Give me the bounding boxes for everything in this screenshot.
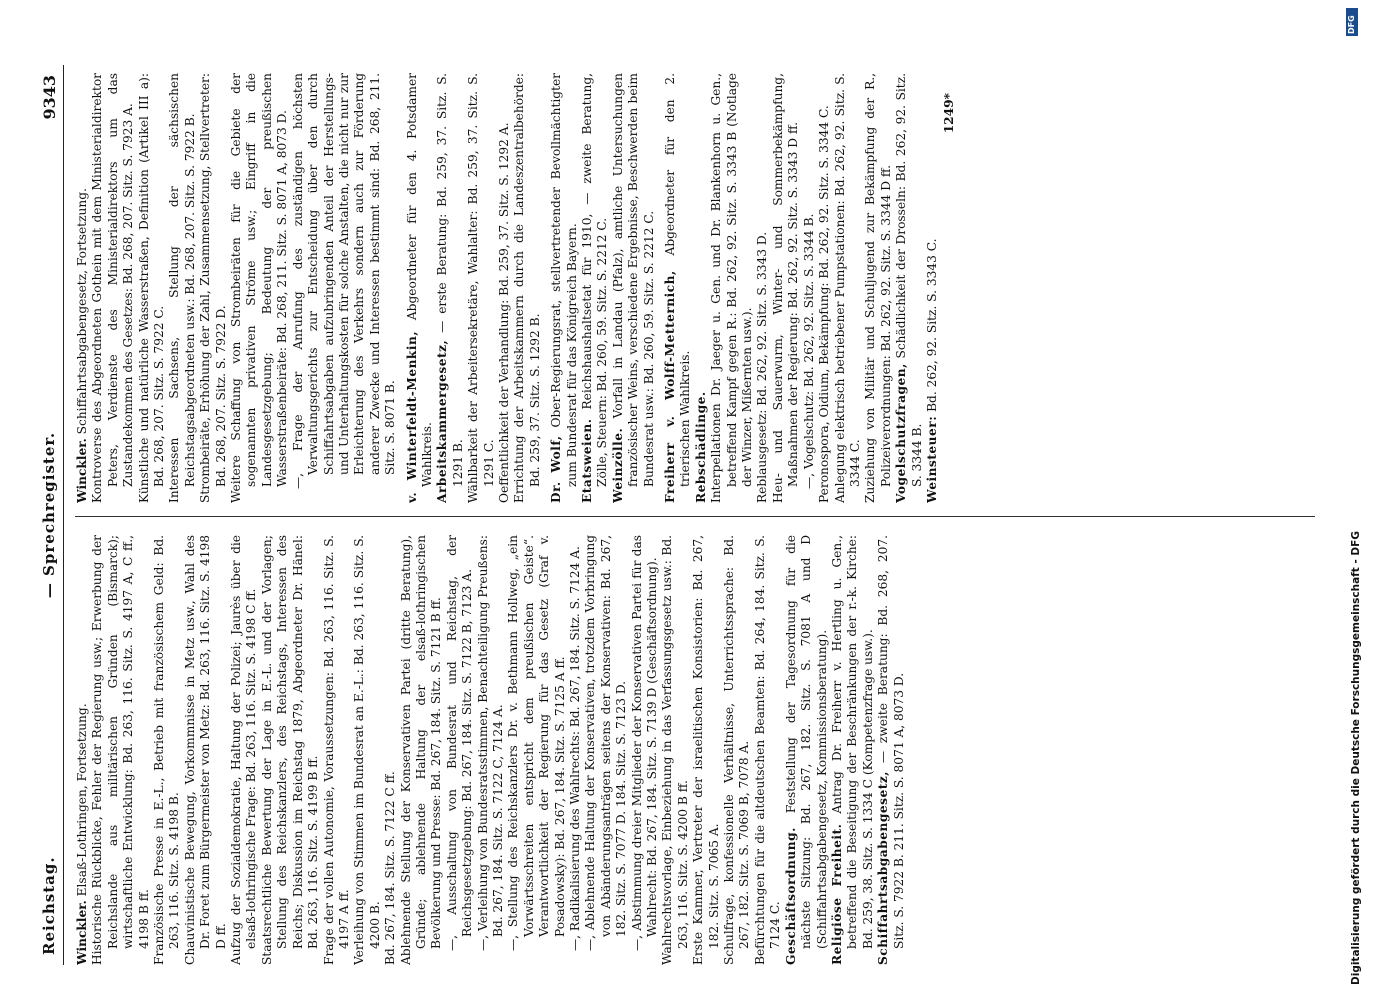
entry-text: Französische Presse in E.-L., Betrieb mit französischem Geld: Bd. 263, 116. Sitz. S. 4198 B. xyxy=(152,535,182,965)
entry-text: —, Vogelschutz: Bd. 262, 92. Sitz. S. 3344 B. xyxy=(801,213,816,489)
entry-text: Strombeiräte, Erhöhung der Zahl, Zusammensetzung, Stellvertreter: Bd. 268, 207. Sitz. S. 7922 D. xyxy=(198,73,228,503)
entry-text: Schiffahrtsabgabengesetz, Fortsetzung. xyxy=(75,188,89,435)
column-divider xyxy=(75,516,1315,517)
right-column xyxy=(75,73,1315,503)
register-entry xyxy=(832,73,864,503)
entry-text: Errichtung der Arbeitskammern durch die Landeszentralbehörde: Bd. 259, 37. Sitz. S. 1292 B. xyxy=(512,73,542,503)
register-entry xyxy=(755,73,770,503)
register-entry xyxy=(75,535,90,965)
entry-text: Frage der vollen Autonomie, Voraussetzungen: Bd. 263, 116. Sitz. S. 4197 A ff. xyxy=(321,535,351,965)
register-entry xyxy=(321,535,353,965)
entry-text: Vorfall in Landau (Pfalz), amtliche Untersuchungen französischer Weins, verschiedene Ergebnisse, Beschwerden beim Bundesrat usw.: Bd. 260, 59. Sitz. S. 2212 C. xyxy=(610,73,656,487)
register-entry xyxy=(167,73,198,503)
page-header xyxy=(35,65,64,965)
entry-keyword: Weinzölle. xyxy=(610,427,625,503)
entry-text: —, Ausschaltung von Bundesrat und Reichstag, der Reichsgesetzgebung: Bd. 267, 184. Sitz. S. 7122 B, 7123 A. xyxy=(444,535,475,951)
entry-text: Interpellationen Dr. Jaeger u. Gen. und Dr. Blankenhorn u. Gen., betreffend Kampf gegen R.: Bd. 262, 92. Sitz. S. 3343 B (Notlage der Winzer, Mißernten usw.). xyxy=(709,73,755,503)
entry-keyword: Etatsweien. xyxy=(580,418,594,503)
speaker-name: Winckler. xyxy=(75,900,89,965)
page-number: 9343 xyxy=(39,75,59,120)
dfg-logo-text: DFG xyxy=(1347,15,1356,34)
register-entry xyxy=(466,73,497,503)
register-entry xyxy=(182,535,229,965)
entry-keyword: Religiöse Freiheit. xyxy=(829,823,844,965)
register-entry xyxy=(691,535,722,965)
entry-text: Feststellung der Tagesordnung für die nächste Sitzung: Bd. 267, 182. Sitz. S. 7081 A und D (Schiffahrtsabgabengesetz, Kommissionsberatung). xyxy=(783,535,829,949)
entry-text: Aufzug der Sozialdemokratie, Haltung der Polizei; Jaurès über die elsaß-lothringische Frage: Bd. 263, 116. Sitz. S. 4198 C ff. xyxy=(229,535,259,965)
entry-text: Ober-Regierungsrat, stellvertretender Bevollmächtigter zum Bundesrat für das Königreich Bayern. xyxy=(549,73,579,487)
entry-text: Abgeordneter für den 2. trierischen Wahlkreis. xyxy=(663,73,693,487)
entry-text: Weitere Schaffung von Strombeiräten für die Gebiete der sogenannten privativen Ströme usw.; Eingriff in die Landesgesetzgebung; Bedeutung der preußischen Wasserstraßenbeiräte: Bd. 268, 211. Sitz. S. 8071 A, 8073 D. xyxy=(229,73,290,503)
entry-keyword: Geschäftsordnung. xyxy=(783,827,798,965)
register-entry xyxy=(229,73,291,503)
register-entry xyxy=(783,535,830,965)
register-entry xyxy=(90,73,136,503)
sheet-signature: 1249* xyxy=(942,93,957,134)
register-entry xyxy=(610,73,657,503)
register-entry xyxy=(404,73,436,503)
register-entry xyxy=(512,73,543,503)
entry-text: Kontroverse des Abgeordneten Gothein mit dem Ministerialdirektor Peters, Verdienste des Ministerialdirektors um das Zustandekommen des Gesetzes: Bd. 268, 207. Sitz. S. 7923 A. xyxy=(90,73,136,503)
register-entry xyxy=(229,535,260,965)
entry-text: Schädlichkeit der Drosseln: Bd. 262, 92. Sitz. S. 3344 B. xyxy=(894,73,924,487)
speaker-name: Winckler. xyxy=(75,438,89,503)
entry-text: Befürchtungen für die altdeutschen Beamten: Bd. 264, 184. Sitz. S. 7124 C. xyxy=(752,535,783,965)
register-entry xyxy=(549,73,580,503)
entry-text: Reichshaushaltsetat für 1910, — zweite Beratung, Zölle, Steuern: Bd. 260, 59. Sitz. S. 2212 C. xyxy=(580,73,610,487)
entry-keyword: Schiffahrtsabgabengesetz, xyxy=(876,770,891,965)
entry-keyword: Arbeitskammergesetz, xyxy=(435,339,450,503)
entry-text: Anlegung elektrisch betriebener Pumpstationen: Bd. 262, 92. Sitz. S. 3344 C. xyxy=(832,73,862,503)
entry-text: Bd. 267, 184. Sitz. S. 7122 C ff. xyxy=(383,771,398,965)
register-entry xyxy=(506,535,568,951)
register-entry xyxy=(752,535,784,965)
register-entry xyxy=(568,535,583,951)
register-entry xyxy=(290,73,399,489)
register-entry xyxy=(198,73,229,503)
entry-text: Abgeordneter für den 4. Potsdamer Wahlkreis. xyxy=(404,73,434,487)
entry-text: Elsaß-Lothringen, Fortsetzung. xyxy=(75,703,89,897)
register-entry xyxy=(817,73,832,503)
entry-keyword: Freiherr v. Wolff-Metternich, xyxy=(663,270,678,503)
entry-text: Erste Kammer, Vertreter der israelitischen Konsistorien: Bd. 267, 182. Sitz. S. 7065 A. xyxy=(691,535,721,965)
register-entry xyxy=(722,535,753,965)
left-column xyxy=(75,535,1315,965)
entry-text: Ablehnende Stellung der Konservativen Partei (dritte Beratung), Gründe; ablehnende Haltung der elsaß-lothringischen Bevölkerung und Presse: Bd. 267, 184. Sitz. S. 7121 B ff. xyxy=(398,535,444,965)
register-entry xyxy=(383,535,398,965)
entry-text: Heu- und Sauerwurm, Winter- und Sommerbekämpfung, Maßnahmen der Regierung: Bd. 262, 92. Sitz. S. 3343 D ff. xyxy=(770,73,801,503)
entry-text: —, Stellung des Reichskanzlers Dr. v. Bethmann Hollweg, „ein Vorwärtsschreiten entspricht dem preußischen Geiste“. Verantwortlichkeit der Regierung für das Gesetz (Graf v. Posadowsky): Bd. 267, 184. Sitz. S. 7125 A ff. xyxy=(506,535,567,951)
dfg-logo xyxy=(1346,8,1358,36)
entry-keyword: v. Winterfeldt-Menkin, xyxy=(404,330,419,503)
register-entry xyxy=(693,73,709,503)
entry-text: — erste Beratung: Bd. 259, 37. Sitz. S. 1291 B. xyxy=(435,73,465,487)
register-entry xyxy=(444,535,476,951)
entry-keyword: Vogelschutzfragen, xyxy=(894,363,909,503)
register-entry xyxy=(475,535,507,951)
register-entry xyxy=(863,73,894,503)
entry-text: Wählbarkeit der Arbeitersekretäre, Wahlalter: Bd. 259, 37. Sitz. S. 1291 C. xyxy=(466,73,496,503)
entry-keyword: Rebschädlinge. xyxy=(693,391,708,503)
header-left-title: Reichstag. xyxy=(40,856,58,955)
register-entry xyxy=(660,535,691,965)
entry-text: Antrag Dr. Freiherr v. Hertling u. Gen., betreffend die Beseitigung der Beschränkungen der r.-k. Kirche: Bd. 259, 38. Sitz. S. 1334 C (Kompetenzfrage usw.). xyxy=(829,535,875,949)
entry-text: —, Abstimmung dreier Mitglieder der Konservativen Partei für das Wahlrecht: Bd. 267, 184. Sitz. S. 7139 D (Geschäftsordnung). xyxy=(629,535,660,951)
register-entry xyxy=(496,73,512,503)
entry-text: Oeffentlichkeit der Verhandlung: Bd. 259, 37. Sitz. S. 1292 A. xyxy=(496,122,511,503)
entry-keyword: Dr. Wolf, xyxy=(549,435,564,503)
register-entry xyxy=(580,73,611,503)
register-entry xyxy=(876,535,907,965)
register-entry xyxy=(435,73,466,503)
entry-text: Bd. 262, 92. Sitz. S. 3343 C. xyxy=(924,238,939,412)
entry-text: Staatsrechtliche Bewertung der Lage in E.-L. und der Vorlagen; Stellung des Reichskanzlers, des Reichstags, Interessen des Reichs; Diskussion im Reichstag 1879, Abgeordneter Dr. Hänel: Bd. 263, 116. Sitz. S. 4199 B ff. xyxy=(259,535,321,965)
entry-text: Künstliche und natürliche Wasserstraßen, Definition (Artikel III a): Bd. 268, 207. Sitz. S. 7922 C. xyxy=(136,73,167,503)
register-entry xyxy=(259,535,322,965)
register-entry xyxy=(629,535,661,951)
entry-text: Verleihung von Stimmen im Bundesrat an E.-L.: Bd. 263, 116. Sitz. S. 4200 B. xyxy=(352,535,382,965)
register-entry xyxy=(663,73,694,503)
entry-text: Interessen Sachsens, Stellung der sächsischen Reichstagsabgeordneten usw.: Bd. 268, 207. Sitz. S. 7922 B. xyxy=(167,73,197,503)
register-entry xyxy=(75,73,90,503)
entry-text: Peronospora, Oidium, Bekämpfung: Bd. 262, 92. Sitz. S. 3344 C. xyxy=(817,105,832,503)
header-center-title: — Sprechregister. xyxy=(40,431,58,599)
register-entry xyxy=(924,73,940,503)
entry-text: Chauvinistische Bewegung, Vorkommnisse in Metz usw., Wahl des Dr. Foret zum Bürgermeister von Metz: Bd. 263, 116. Sitz. S. 4198 D ff. xyxy=(182,535,228,965)
entry-text: —, Ablehnende Haltung der Konservativen, trotzdem Vorbringung von Abänderungsanträgen seitens der Konservativen: Bd. 267, 182. Sitz. S. 7077 D. 184. Sitz. S. 7123 D. xyxy=(583,535,629,951)
register-entry xyxy=(583,535,629,951)
entry-text: Reblausgesetz: Bd. 262, 92. Sitz. S. 3343 D. xyxy=(755,231,770,503)
register-entry xyxy=(152,535,183,965)
entry-text: —, Verleihung von Bundesratsstimmen, Benachteiligung Preußens: Bd. 267, 184. Sitz. S. 7122 C, 7124 A. xyxy=(475,535,505,951)
register-entry xyxy=(136,73,168,503)
rotated-register-page xyxy=(35,65,1325,965)
register-entry xyxy=(90,535,152,965)
entry-keyword: Weinsteuer: xyxy=(924,415,939,503)
register-entry xyxy=(709,73,755,503)
entry-text: — zweite Beratung: Bd. 268, 207. Sitz. S. 7922 B. 211. Sitz. S. 8071 A, 8073 D. xyxy=(876,535,906,949)
entry-text: Schulfrage, konfessionelle Verhältnisse, Unterrichtssprache: Bd. 267, 182. Sitz. S. 7069 B, 7078 A. xyxy=(722,535,752,965)
register-entry xyxy=(894,73,925,503)
entry-text: —, Radikalisierung des Wahlrechts: Bd. 267, 184. Sitz. S. 7124 A. xyxy=(568,546,582,951)
register-entry xyxy=(398,535,445,965)
entry-text: Wahlrechtsvorlage, Einbeziehung in das Verfassungsgesetz usw.: Bd. 263, 116. Sitz. S. 4200 B ff. xyxy=(660,535,690,965)
register-entry xyxy=(770,73,802,503)
entry-text: Historische Rückblicke, Fehler der Regierung usw.; Erwerbung der Reichslande aus militärischen Gründen (Bismarck); wirtschaftliche Entwicklung: Bd. 263, 116. Sitz. S. 4197 A, C ff., 4198 B ff. xyxy=(90,535,151,965)
register-entry xyxy=(352,535,383,965)
entry-text: Zuziehung von Militär und Schuljugend zur Bekämpfung der R., Polizeiverordnungen: Bd. 262, 92. Sitz. S. 3344 D ff. xyxy=(863,73,893,503)
register-entry xyxy=(801,73,817,489)
register-entry xyxy=(829,535,876,965)
digitization-note: Digitalisierung gefördert durch die Deutsche Forschungsgemeinschaft - DFG xyxy=(1350,531,1362,985)
entry-text: —, Frage der Anrufung des zuständigen höchsten Verwaltungsgerichts zur Entscheidung über den durch Schiffahrtsabgaben aufzubringenden Anteil der Herstellungs- und Unterhaltungskosten für solche Anstalten, die nicht nur zur Erleichterung des Verkehrs sondern auch zur Förderung anderer Zwecke und Interessen bestimmt sind: Bd. 268, 211. Sitz. S. 8071 B. xyxy=(290,73,398,489)
